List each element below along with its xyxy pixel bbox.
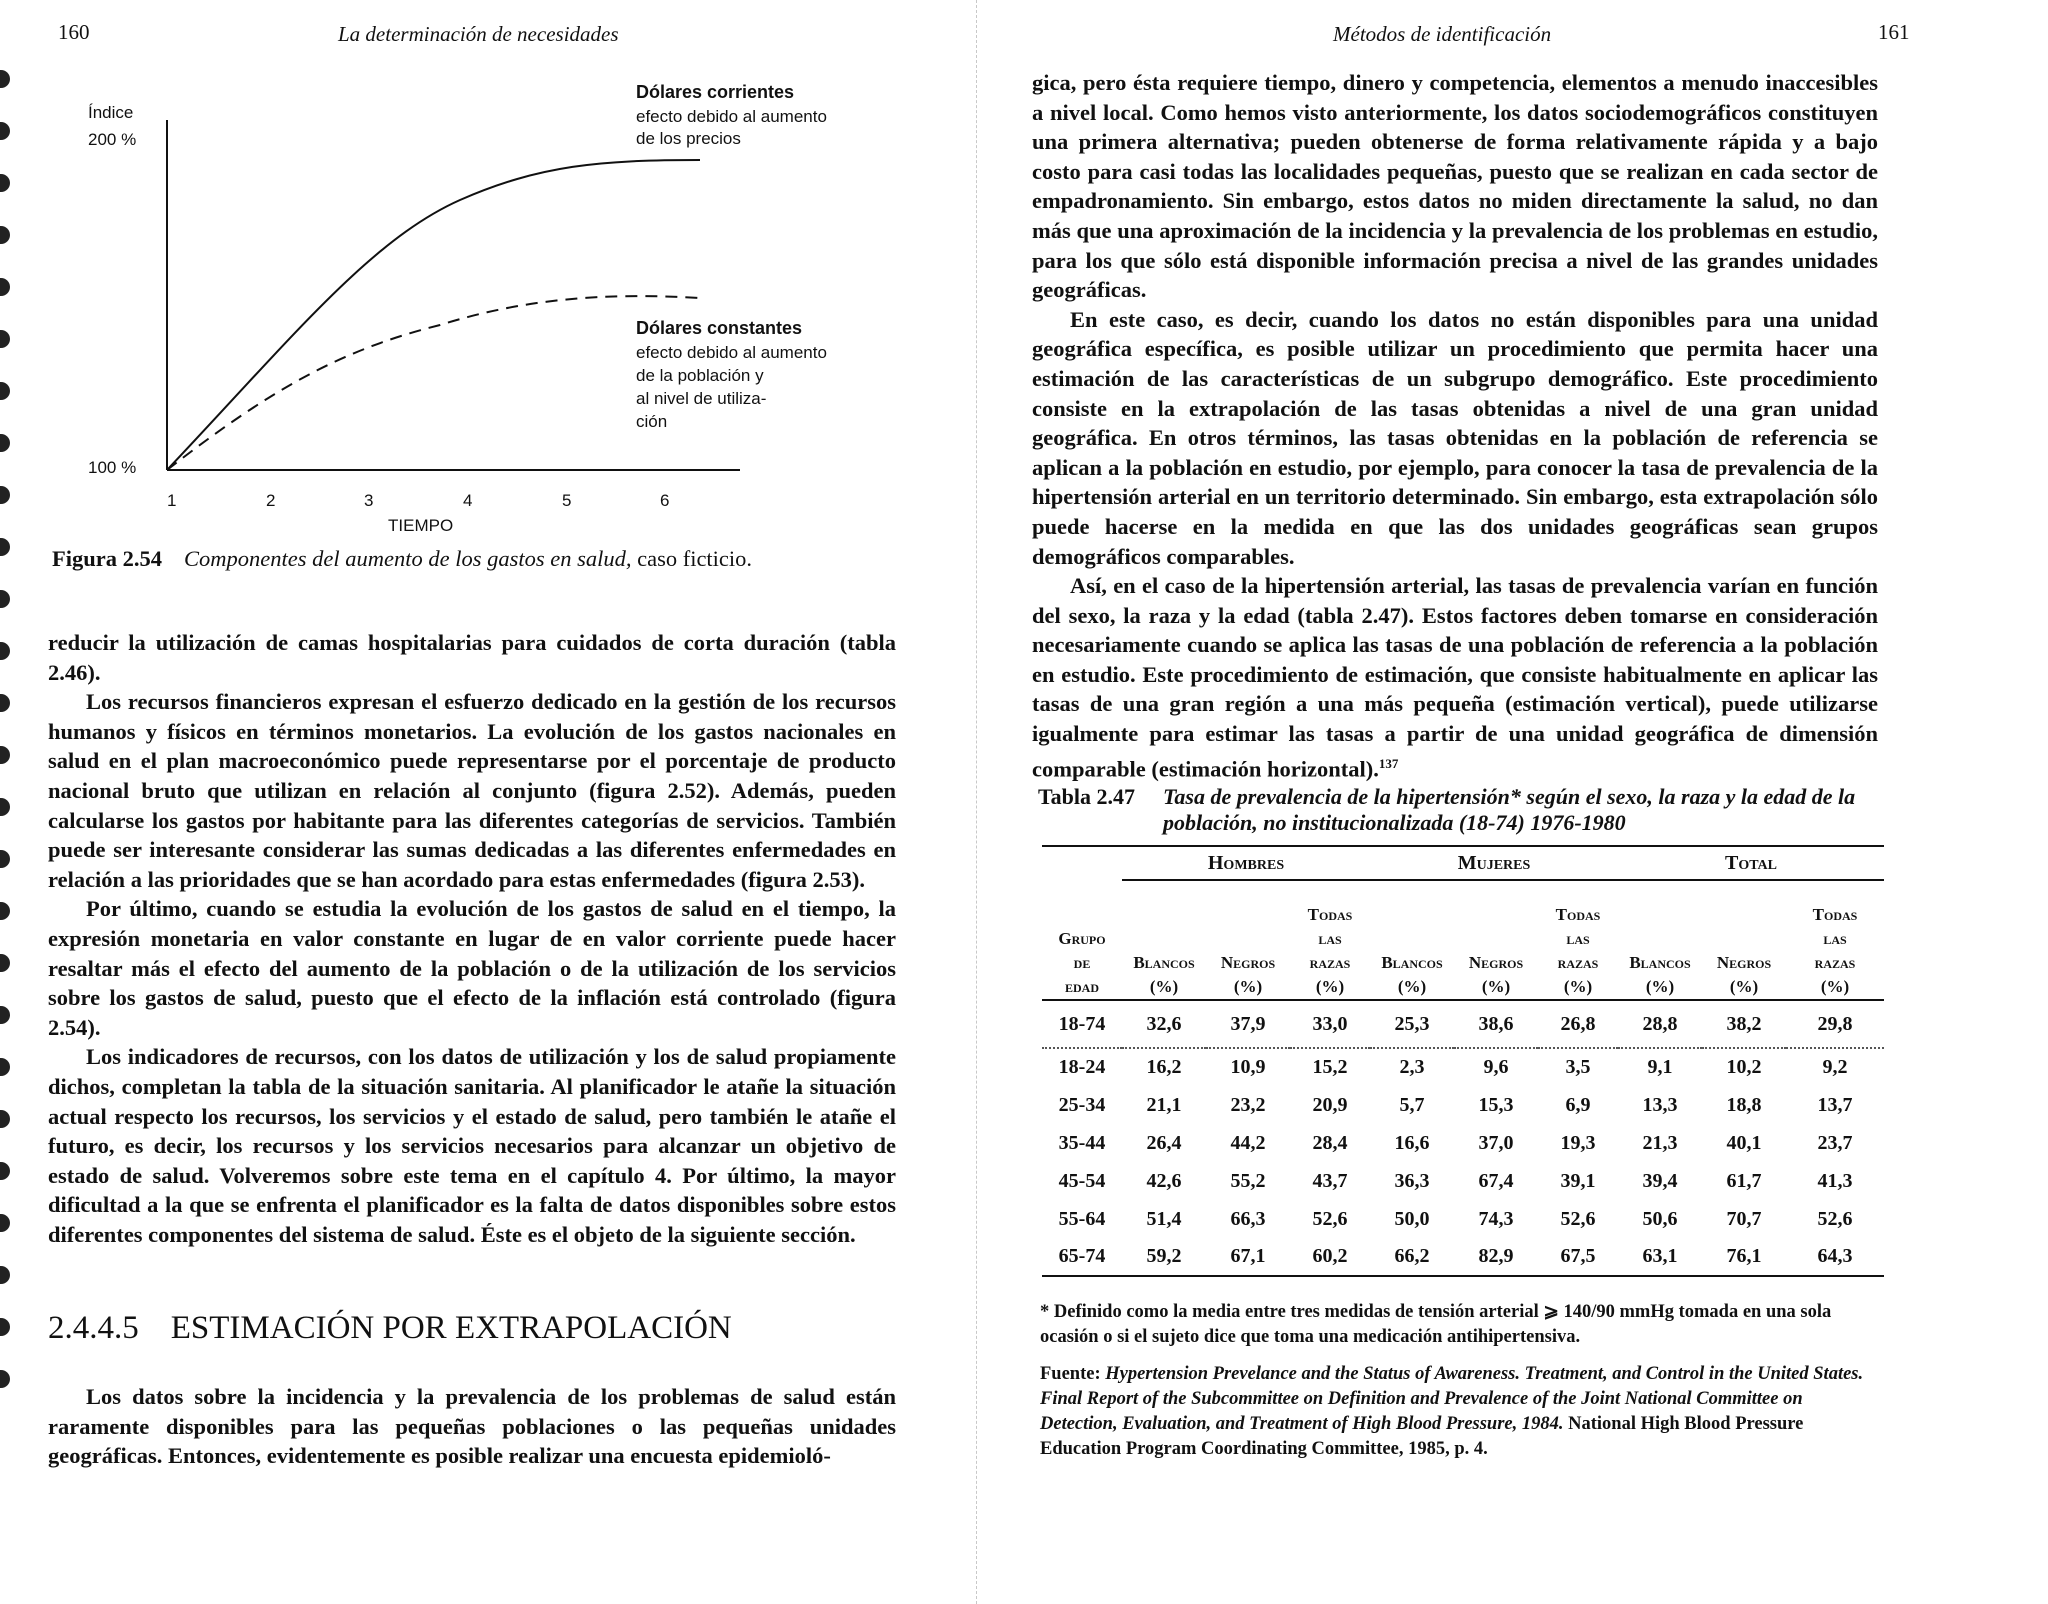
col-header: Todas xyxy=(1555,905,1601,924)
table-row: 18-74 32,6 37,9 33,0 25,3 38,6 26,8 28,8 38,2 29,8 xyxy=(1042,1000,1884,1048)
y-axis-label: Índice xyxy=(88,103,134,122)
paragraph: Así, en el caso de la hipertensión arterial, las tasas de prevalencia varían en función del sexo, la raza y la edad (tabla 2.47). Estos factores deben tomarse en consideración necesariamente cuando se aplica las tasas de una población de referencia a la población en estudio. Este procedimiento de estimación, que consiste habitualmente en aplicar las tasas de una gran región a una más pequeña (estimación vertical), puede utilizarse igualmente para estimar las tasas a partir de una unidad geográfica de dimensión comparable (estimación horizontal). xyxy=(1032,573,1878,782)
series-current-title: Dólares corrientes xyxy=(636,82,795,102)
table-title-text: Tasa de prevalencia de la hipertensión* según el sexo, la raza y la edad de la población, no institucionalizada (18-74) 1976-1980 xyxy=(1163,784,1856,835)
section-number: 2.4.4.5 xyxy=(48,1310,139,1346)
col-header: Blancos xyxy=(1381,953,1443,972)
table-footnote: * Definido como la media entre tres medidas de tensión arterial ⩾ 140/90 mmHg tomada en una sola ocasión o si el sujeto dice que toma una medicación antihipertensiva. xyxy=(1040,1302,1832,1347)
x-tick-4: 4 xyxy=(463,491,473,510)
right-page xyxy=(1000,0,2048,1604)
series-constant-desc-3: al nivel de utiliza- xyxy=(636,389,767,408)
section-heading xyxy=(48,1310,732,1347)
source-label: Fuente: xyxy=(1040,1364,1101,1384)
left-page xyxy=(0,0,1000,1604)
source-publisher: National High Blood Pressure Education Program Coordinating Committee, 1985, p. 4. xyxy=(1040,1414,1804,1459)
series-constant-title: Dólares constantes xyxy=(636,318,803,338)
group-header: Mujeres xyxy=(1370,846,1618,880)
paragraph: Los recursos financieros expresan el esfuerzo dedicado en la gestión de los recursos humanos y físicos en términos monetarios. La evolución de los gastos nacionales en salud en el plan macroeconómico puede representarse por el porcentaje de producto nacional bruto que utilizan en relación al conjunto (figura 2.52). Además, pueden calcularse los gastos por habitante para las diferentes categorías de servicios. También puede ser interesante considerar las sumas dedicadas a las diferentes enfermedades en relación a las prioridades que se han acordado para estas enfermedades (figura 2.53). xyxy=(48,689,896,892)
x-axis-label: TIEMPO xyxy=(388,516,454,535)
paragraph: Los indicadores de recursos, con los datos de utilización y los de salud propiamente dichos, completan la tabla de la situación sanitaria. Al planificador le atañe la situación actual respecto los recursos, los servicios y el estado de salud, pero también le atañe el futuro, es decir, los recursos y los servicios necesarios para alcanzar un objetivo de estado de salud. Volveremos sobre este tema en el capítulo 4. Por último, la mayor dificultad a la que se enfrenta el planificador es la falta de datos disponibles sobre estos diferentes componentes del sistema de salud. Éste es el objeto de la siguiente sección. xyxy=(48,1044,896,1247)
paragraph: reducir la utilización de camas hospitalarias para cuidados de corta duración (tabla 2.46). xyxy=(48,630,896,685)
series-constant-desc-1: efecto debido al aumento xyxy=(636,343,827,362)
right-body xyxy=(1032,68,1878,784)
series-current-desc-2: de los precios xyxy=(636,129,741,148)
current-dollars-line xyxy=(167,160,700,470)
footnote-ref: 137 xyxy=(1378,755,1399,771)
col-header: Blancos xyxy=(1133,953,1195,972)
series-constant-desc-4: ción xyxy=(636,412,668,431)
series-current-desc-1: efecto debido al aumento xyxy=(636,107,827,126)
col-header: Negros xyxy=(1220,953,1276,972)
table-row: 35-44 26,4 44,2 28,4 16,6 37,0 19,3 21,3 40,1 23,7 xyxy=(1058,1131,1853,1154)
figure-label: Figura 2.54 xyxy=(52,546,162,571)
group-header: Hombres xyxy=(1122,846,1370,880)
paragraph: En este caso, es decir, cuando los datos no están disponibles para una unidad geográfica específica, es posible utilizar un procedimiento que permita hacer una estimación de las características de un subgrupo demográfico. Este procedimiento consiste en la extrapolación de las tasas obtenidas a nivel de una gran unidad geográfica. En otros términos, las tasas obtenidas en la población de referencia se aplican a la población en estudio, por ejemplo, para conocer la tasa de prevalencia de la hipertensión arterial en un territorio determinado. Sin embargo, esta extrapolación sólo puede hacerse en la medida en que las dos unidades geográficas sean grupos demográficos comparables. xyxy=(1032,306,1878,569)
y-top-label: 200 % xyxy=(88,130,137,149)
col-header: Blancos xyxy=(1629,953,1691,972)
source-title: Hypertension Prevelance and the Status of Awareness. Treatment, and Control in the United States. Final Report of the Subcommittee on Definition and Prevalence of the Joint National Committee on Detection, Evaluation, and Treatment of High Blood Pressure, 1984. xyxy=(1040,1364,1864,1434)
running-head: Métodos de identificación xyxy=(1333,22,1552,46)
x-tick-3: 3 xyxy=(364,491,374,510)
table-row: 55-64 51,4 66,3 52,6 50,0 74,3 52,6 50,6 70,7 52,6 xyxy=(1058,1207,1853,1230)
figure-chart xyxy=(40,60,880,550)
col-header: Negros xyxy=(1468,953,1524,972)
running-head: La determinación de necesidades xyxy=(338,22,619,46)
paragraph: gica, pero ésta requiere tiempo, dinero y competencia, elementos a menudo inaccesibles a nivel local. Como hemos visto anteriormente, los datos sociodemográficos constituyen una primera alternativa; pueden obtenerse de forma relativamente rápida y a bajo costo para casi todas las localidades pequeñas, puesto que se realizan en cada sector de empadronamiento. Sin embargo, estos datos no miden directamente la salud, no dan más que una aproximación de la incidencia y la prevalencia de los problemas en estudio, para los que sólo está disponible información precisa a nivel de las grandes unidades geográficas. xyxy=(1032,70,1878,303)
col-header: Todas xyxy=(1307,905,1353,924)
group-header: Total xyxy=(1618,846,1884,880)
left-body xyxy=(48,628,896,1249)
x-tick-5: 5 xyxy=(562,491,572,510)
page-number: 161 xyxy=(1878,20,1910,44)
col-header: Grupo xyxy=(1058,929,1106,948)
col-header: Negros xyxy=(1716,953,1772,972)
prevalence-table: Hombres Mujeres Total Grupo de edad Blancos (%) Negros (%) Todas las razas (%) Blancos (%) Negros (%) Todas las razas (%) Blancos (%) Negros (%) Todas las razas (%) 18-74 32,6 37,9 33,0 25,3 38,6 26,8 28,8 38,2 29,8 18-24 16,2 10,9 15,2 2,3 9,6 3,5 9,1 10,2 9,2 25-34 21,1 23,2 20,9 5,7 15,3 6,9 13,3 18,8 13,7 35-44 26,4 44,2 28,4 16,6 37,0 19,3 21,3 40,1 23,7 45-54 42,6 55,2 43,7 36,3 67,4 39,1 39,4 61,7 41,3 55-64 51,4 66,3 52,6 50,0 74,3 52,6 50,6 70,7 52,6 65-74 59,2 67,1 60,2 66,2 82,9 67,5 63,1 76,1 64,3 xyxy=(1042,845,1884,1277)
section-title: ESTIMACIÓN POR EXTRAPOLACIÓN xyxy=(170,1310,732,1346)
figure-caption-tail: caso ficticio. xyxy=(637,546,753,571)
table-source xyxy=(1040,1362,1882,1462)
x-tick-2: 2 xyxy=(266,491,276,510)
table-row: 18-24 16,2 10,9 15,2 2,3 9,6 3,5 9,1 10,2 9,2 xyxy=(1058,1056,1848,1078)
x-tick-6: 6 xyxy=(660,491,670,510)
table-row: 45-54 42,6 55,2 43,7 36,3 67,4 39,1 39,4 61,7 41,3 xyxy=(1058,1169,1853,1192)
y-bottom-label: 100 % xyxy=(88,458,137,477)
table-label: Tabla 2.47 xyxy=(1038,784,1136,809)
table-row: 65-74 59,2 67,1 60,2 66,2 82,9 67,5 63,1 76,1 64,3 xyxy=(1042,1238,1884,1276)
col-header: Todas xyxy=(1812,905,1858,924)
table-row: 25-34 21,1 23,2 20,9 5,7 15,3 6,9 13,3 18,8 13,7 xyxy=(1058,1093,1853,1116)
figure-caption-text: Componentes del aumento de los gastos en salud, xyxy=(184,546,632,571)
paragraph: Por último, cuando se estudia la evolución de los gastos de salud en el tiempo, la expresión monetaria en valor constante en lugar de en valor corriente puede hacer resaltar más el efecto del aumento de la población o de la utilización de los servicios sobre los gastos de salud, puesto que el efecto de la inflación está controlado (figura 2.54). xyxy=(48,896,896,1040)
figure-caption xyxy=(52,546,752,572)
x-tick-1: 1 xyxy=(167,491,177,510)
table-title xyxy=(1038,784,1888,836)
series-constant-desc-2: de la población y xyxy=(636,366,764,385)
section-body xyxy=(48,1382,896,1471)
paragraph: Los datos sobre la incidencia y la prevalencia de los problemas de salud están raramente disponibles para las pequeñas poblaciones o las pequeñas unidades geográficas. Entonces, evidentemente es posible realizar una encuesta epidemioló- xyxy=(48,1384,896,1469)
page-number: 160 xyxy=(58,20,90,44)
